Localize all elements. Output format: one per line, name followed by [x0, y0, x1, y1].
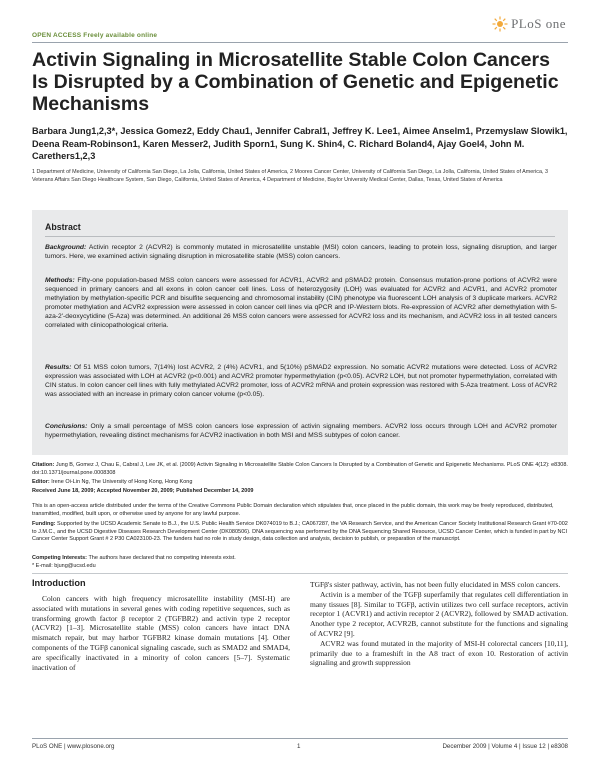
journal-logo-text: PLoS one	[511, 16, 566, 31]
footer-issue: December 2009 | Volume 4 | Issue 12 | e8308	[442, 743, 568, 750]
competing-text: The authors have declared that no competing interests exist.	[87, 555, 236, 561]
footer-page-number: 1	[297, 743, 301, 750]
results-text: Of 51 MSS colon tumors, 7(14%) lost ACVR2, 2 (4%) ACVR1, and 5(10%) pSMAD2 expression. No somatic ACVR2 mutations were detected. Loss of ACVR2 expression was associated with LOH at ACVR2 (p<0.001) and ACVR2 promoter hypermethylation (p<0.05). ACVR2 LOH, but not promoter hypermethylation, correlated with CIN status. In colon cancer cell lines with fully methylated ACVR2 promoter, loss of ACVR2 mRNA and protein expression was restored with 5-Aza treatment. Loss of ACVR2 was associated with an increase in primary colon cancer volume (p<0.05).	[45, 364, 557, 399]
affiliations: 1 Department of Medicine, University of California San Diego, La Jolla, California, United States of America, 2 Moores Cancer Center, University of California San Diego, La Jolla, California, United States of America, 3 Veterans Affairs San Diego Healthcare System, San Diego, California, United States of America, 4 Department of Medicine, Baylor University Medical Center, Dallas, Texas, United States of America	[32, 169, 548, 184]
citation-label: Citation:	[32, 462, 55, 468]
intro-heading: Introduction	[32, 578, 86, 588]
plos-sun-icon	[492, 16, 508, 32]
background-label: Background:	[45, 244, 87, 251]
right-para-1: TGFβ's sister pathway, activin, has not been fully elucidated in MSS colon cancers.	[310, 580, 561, 589]
abstract-heading: Abstract	[45, 222, 81, 232]
right-para-3: ACVR2 was found mutated in the majority of MSI-H colorectal cancers [10,11], primarily due to a frameshift in the A8 tract of exon 10. Restoration of activin signaling and growth suppression	[310, 638, 568, 668]
journal-logo	[492, 16, 566, 32]
editor-text: Irene Oi-Lin Ng, The University of Hong Kong, Hong Kong	[49, 479, 193, 485]
editor	[32, 479, 568, 487]
corresponding-email[interactable]: * E-mail: bjung@ucsd.edu	[32, 563, 96, 569]
article-title: Activin Signaling in Microsatellite Stable Colon Cancers Is Disrupted by a Combination of Genetic and Epigenetic Mechanisms	[32, 49, 559, 115]
abstract-background	[45, 243, 557, 261]
background-text: Activin receptor 2 (ACVR2) is commonly mutated in microsatellite unstable (MSI) colon cancers, leading to protein loss, signaling disruption, and larger tumors. Here, we examined activin signaling disruption in microsatellite stable (MSS) colon cancers.	[45, 244, 557, 261]
header-rule	[32, 42, 568, 43]
methods-label: Methods:	[45, 277, 75, 284]
right-para-2: Activin is a member of the TGFβ superfamily that regulates cell differentiation in many tissues [8]. Similar to TGFβ, activin utilizes two cell surface receptors, activin receptor 1 (ACVR1) and activin receptor 2 (ACVR2), followed by SMAD activation. Another type 2 receptor, ACVR2B, cannot substitute for the functions and signaling of ACVR2 [9].	[310, 589, 568, 638]
funding-text: Supported by the UCSD Academic Senate to B.J., the U.S. Public Health Service DK074019 to B.J.; CA067287, the VA Research Service, and the American Cancer Society Institutional Research Grant #70-002 to J.M.C., and the UCSD Digestive Diseases Research Development Center (DK080506). DNA sequencing was performed by the DNA Sequencing Shared Resource, UCSD Cancer Center, which is funded in part by NCI Cancer Center Support Grant # 2 P30 CA023100-23. The funders had no role in study design, data collection and analysis, decision to publish, or preparation of the manuscript.	[32, 521, 568, 543]
abstract-conclusions	[45, 422, 557, 440]
abstract-results	[45, 363, 557, 399]
author-list: Barbara Jung1,2,3*, Jessica Gomez2, Eddy Chau1, Jennifer Cabral1, Jeffrey K. Lee1, Aimee Anselm1, Przemyslaw Slowik1, Deena Ream-Robinson1, Karen Messer2, Judith Sporn1, Sung K. Shin4, C. Richard Boland4, Ajay Goel4, John M. Carethers1,2,3	[32, 126, 568, 161]
conclusions-label: Conclusions:	[45, 423, 88, 430]
competing-label: Competing Interests:	[32, 555, 88, 561]
meta-rule	[32, 573, 568, 574]
footer-journal: PLoS ONE | www.plosone.org	[32, 743, 115, 750]
open-access-banner	[32, 32, 157, 39]
copyright-notice: This is an open-access article distributed under the terms of the Creative Commons Public Domain declaration which stipulates that, once placed in the public domain, this work may be freely reproduced, distributed, transmitted, modified, built upon, or otherwise used by anyone for any lawful purpose.	[32, 503, 554, 517]
abstract-rule	[45, 236, 555, 237]
funding	[32, 521, 568, 544]
editor-label: Editor:	[32, 479, 50, 485]
results-label: Results:	[45, 364, 72, 371]
citation-text: Jung B, Gomez J, Chau E, Cabral J, Lee JK, et al. (2009) Activin Signaling in Microsatellite Stable Colon Cancers Is Disrupted by a Combination of Genetic and Epigenetic Mechanisms. PLoS ONE 4(12): e8308. doi:10.1371/journal.pone.0008308	[32, 462, 568, 476]
body-right-column	[310, 580, 568, 668]
funding-label: Funding:	[32, 521, 56, 527]
citation	[32, 462, 568, 477]
conclusions-text: Only a small percentage of MSS colon cancers lose expression of activin signaling members. ACVR2 loss occurs through LOH and ACVR2 promoter hypermethylation, revealing distinct mechanisms for ACVR2 inactivation in both MSI and MSS subtypes of colon cancer.	[45, 423, 557, 440]
footer-rule	[32, 738, 568, 739]
body-left-column: Colon cancers with high frequency microsatellite instability (MSI-H) are associated with mutations in several genes with coding repetitive sequences, such as transforming growth factor β receptor 2 (TGFBR2) and activin type 2 receptor (ACVR2) [1–3]. Microsatellite stable (MSS) colon cancers have intact DNA mismatch repair, but may harbor TGFBR2 kinase domain mutations [4]. Other components of the TGFβ canonical signaling cascade, such as SMAD2 and SMAD4, are specifically inactivated in a minority of colon cancers [5–7]. Systematic inactivation of	[32, 594, 290, 672]
methods-text: Fifty-one population-based MSS colon cancers were assessed for ACVR1, ACVR2 and pSMAD2 protein. Consensus mutation-prone portions of ACVR2 were sequenced in primary cancers and all exons in colon cancer cell lines. Loss of heterozygosity (LOH) was evaluated for ACVR2 and ACVR1, and ACVR2 promoter methylation by methylation-specific PCR and bisulfite sequencing and chromosomal instability (CIN) phenotype via fluorescent LOH analysis of 3 duplicate markers. ACVR2 promoter methylation and ACVR2 expression were assessed in colon cancer cell lines via qPCR and IP-Western blots. Re-expression of ACVR2 after demethylation with 5-aza-2'-deoxycytidine (5-Aza) was determined. An additional 26 MSS colon cancers were assessed for ACVR2 loss and its mechanism, and ACVR2 loss in all tested cancers correlated with clinicopathological criteria.	[45, 277, 557, 330]
open-access-text: OPEN ACCESS Freely available online	[32, 32, 158, 39]
abstract-box	[32, 210, 568, 455]
abstract-methods	[45, 276, 557, 331]
competing-interests	[32, 555, 568, 563]
article-dates: Received June 18, 2009; Accepted November 20, 2009; Published December 14, 2009	[32, 488, 254, 494]
